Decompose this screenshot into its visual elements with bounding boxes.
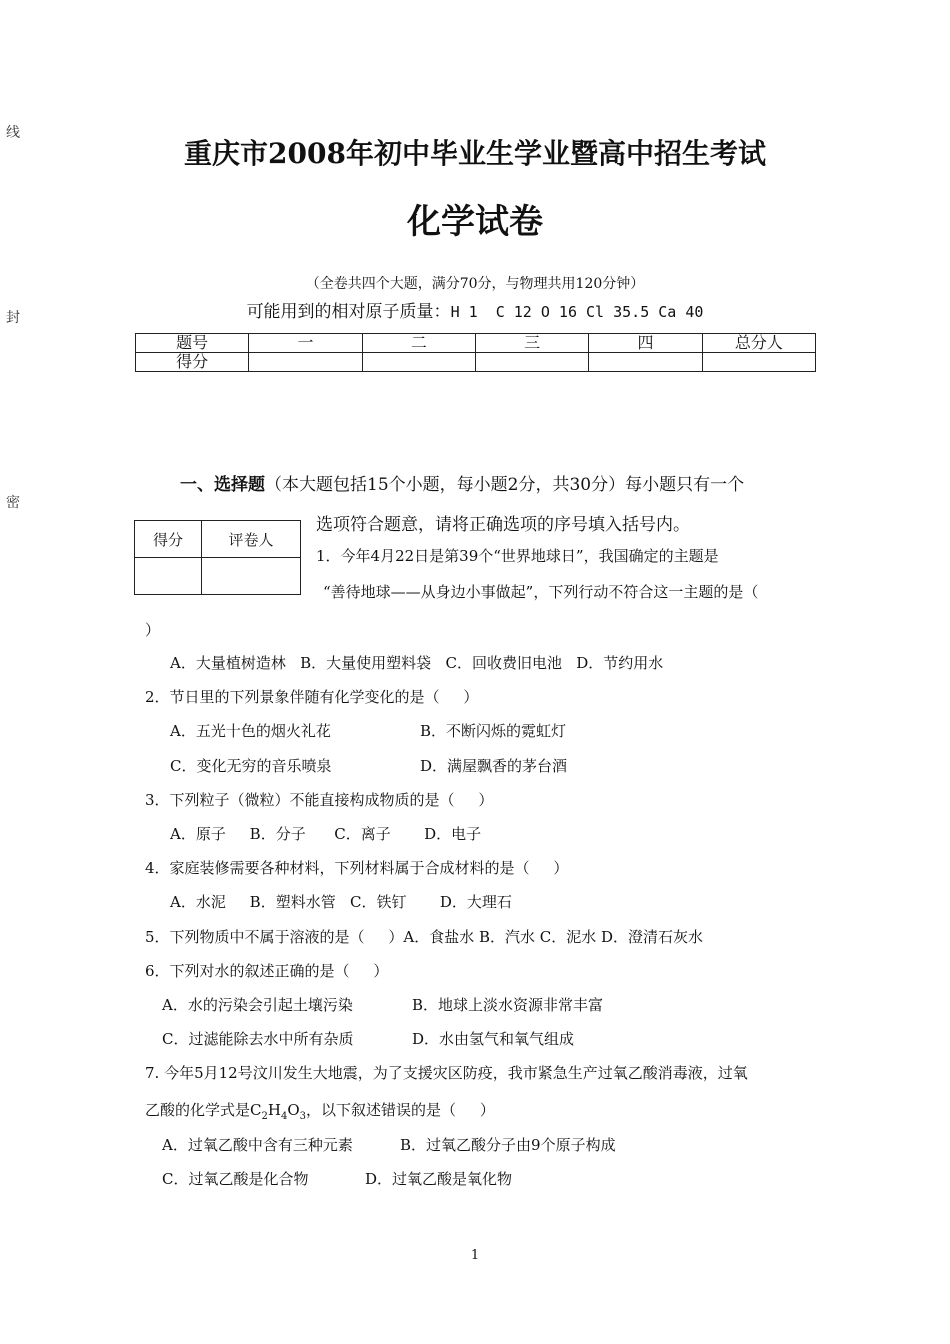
formula-subscript: 3 — [299, 1111, 307, 1122]
atomic-masses-label: 可能用到的相对原子质量： — [246, 302, 451, 322]
q7-line2-post: ，以下叙述错误的是（ ） — [306, 1101, 495, 1119]
q7-line2-pre: 乙酸的化学式是 — [145, 1101, 251, 1119]
q6-option-b: B．地球上淡水资源非常丰富 — [412, 996, 604, 1014]
q4-options: A．水泥 B．塑料水管 C．铁钉 D．大理石 — [170, 893, 512, 911]
formula-element: H — [267, 1101, 281, 1119]
q5-stem: 5．下列物质中不属于溶液的是（ ）A．食盐水 B．汽水 C．泥水 D．澄清石灰水 — [145, 928, 704, 946]
formula-subscript: 2 — [261, 1111, 268, 1122]
score-header-cell: 三 — [475, 334, 588, 353]
score-table-header-row — [136, 334, 816, 353]
q6-option-a: A．水的污染会引起土壤污染 — [162, 996, 353, 1014]
q3-stem: 3．下列粒子（微粒）不能直接构成物质的是（ ） — [145, 791, 494, 809]
q2-option-d: D．满屋飘香的茅台酒 — [420, 757, 568, 775]
section1-heading-line — [180, 470, 744, 495]
q1-line3: ） — [145, 621, 161, 639]
score-cell — [362, 353, 475, 372]
q4-stem: 4．家庭装修需要各种材料，下列材料属于合成材料的是（ ） — [145, 859, 569, 877]
score-header-cell: 总分人 — [702, 334, 815, 353]
q2-option-a: A．五光十色的烟火礼花 — [170, 722, 331, 740]
q7-formula — [250, 1101, 307, 1122]
q7-option-a: A．过氧乙酸中含有三种元素 — [162, 1136, 353, 1154]
score-header-cell: 二 — [362, 334, 475, 353]
page-number: 1 — [470, 1248, 480, 1263]
score-header-cell: 四 — [589, 334, 702, 353]
q7-option-c: C．过氧乙酸是化合物 — [162, 1170, 309, 1188]
q2-option-c: C．变化无穷的音乐喷泉 — [170, 757, 332, 775]
formula-element: C — [250, 1101, 262, 1119]
exam-note: （全卷共四个大题，满分70分，与物理共用120分钟） — [305, 276, 645, 292]
margin-char-xian: 线 — [6, 125, 20, 141]
q6-option-d: D．水由氢气和氧气组成 — [412, 1030, 575, 1048]
score-header-cell: 一 — [249, 334, 362, 353]
grader-name-label: 评卷人 — [202, 521, 301, 558]
q1-line1: 1．今年4月22日是第39个“世界地球日”，我国确定的主题是 — [316, 547, 719, 565]
score-row-label: 得分 — [136, 353, 249, 372]
margin-char-mi: 密 — [6, 495, 20, 511]
section1-desc: （本大题包括15个小题，每小题2分，共30分）每小题只有一个 — [265, 475, 745, 495]
exam-subtitle: 化学试卷 — [407, 202, 543, 242]
q7-line2 — [145, 1099, 495, 1122]
grader-score-cell — [135, 558, 202, 595]
grader-score-label: 得分 — [135, 521, 202, 558]
score-cell — [589, 353, 702, 372]
q2-option-b: B．不断闪烁的霓虹灯 — [420, 722, 567, 740]
q1-options: A．大量植树造林 B．大量使用塑料袋 C．回收费旧电池 D．节约用水 — [170, 654, 664, 672]
score-header-cell: 题号 — [136, 334, 249, 353]
score-cell — [475, 353, 588, 372]
q1-line2: “善待地球——从身边小事做起”，下列行动不符合这一主题的是（ — [323, 583, 759, 601]
grader-name-cell — [202, 558, 301, 595]
q7-line1: 7. 今年5月12号汶川发生大地震，为了支援灾区防疫，我市紧急生产过氧乙酸消毒液，过氧 — [145, 1064, 748, 1082]
score-cell — [702, 353, 815, 372]
q6-option-c: C．过滤能除去水中所有杂质 — [162, 1030, 354, 1048]
q2-stem: 2．节日里的下列景象伴随有化学变化的是（ ） — [145, 688, 479, 706]
q7-option-d: D．过氧乙酸是氧化物 — [365, 1170, 513, 1188]
score-cell — [249, 353, 362, 372]
atomic-masses — [0, 297, 950, 322]
score-table-row — [136, 353, 816, 372]
grader-table — [134, 520, 301, 595]
q7-option-b: B．过氧乙酸分子由9个原子构成 — [400, 1136, 616, 1154]
q3-options: A．原子 B．分子 C．离子 D．电子 — [170, 825, 482, 843]
formula-subscript: 4 — [280, 1111, 288, 1122]
margin-char-feng: 封 — [6, 310, 20, 326]
section1-desc2: 选项符合题意，请将正确选项的序号填入括号内。 — [316, 515, 690, 535]
section1-heading: 一、选择题 — [180, 475, 265, 495]
formula-element: O — [287, 1101, 300, 1119]
exam-title: 重庆市2008年初中毕业生学业暨高中招生考试 — [184, 137, 766, 170]
q6-stem: 6．下列对水的叙述正确的是（ ） — [145, 962, 389, 980]
score-table — [135, 333, 816, 372]
atomic-masses-values: H 1 C 12 O 16 Cl 35.5 Ca 40 — [450, 303, 704, 321]
